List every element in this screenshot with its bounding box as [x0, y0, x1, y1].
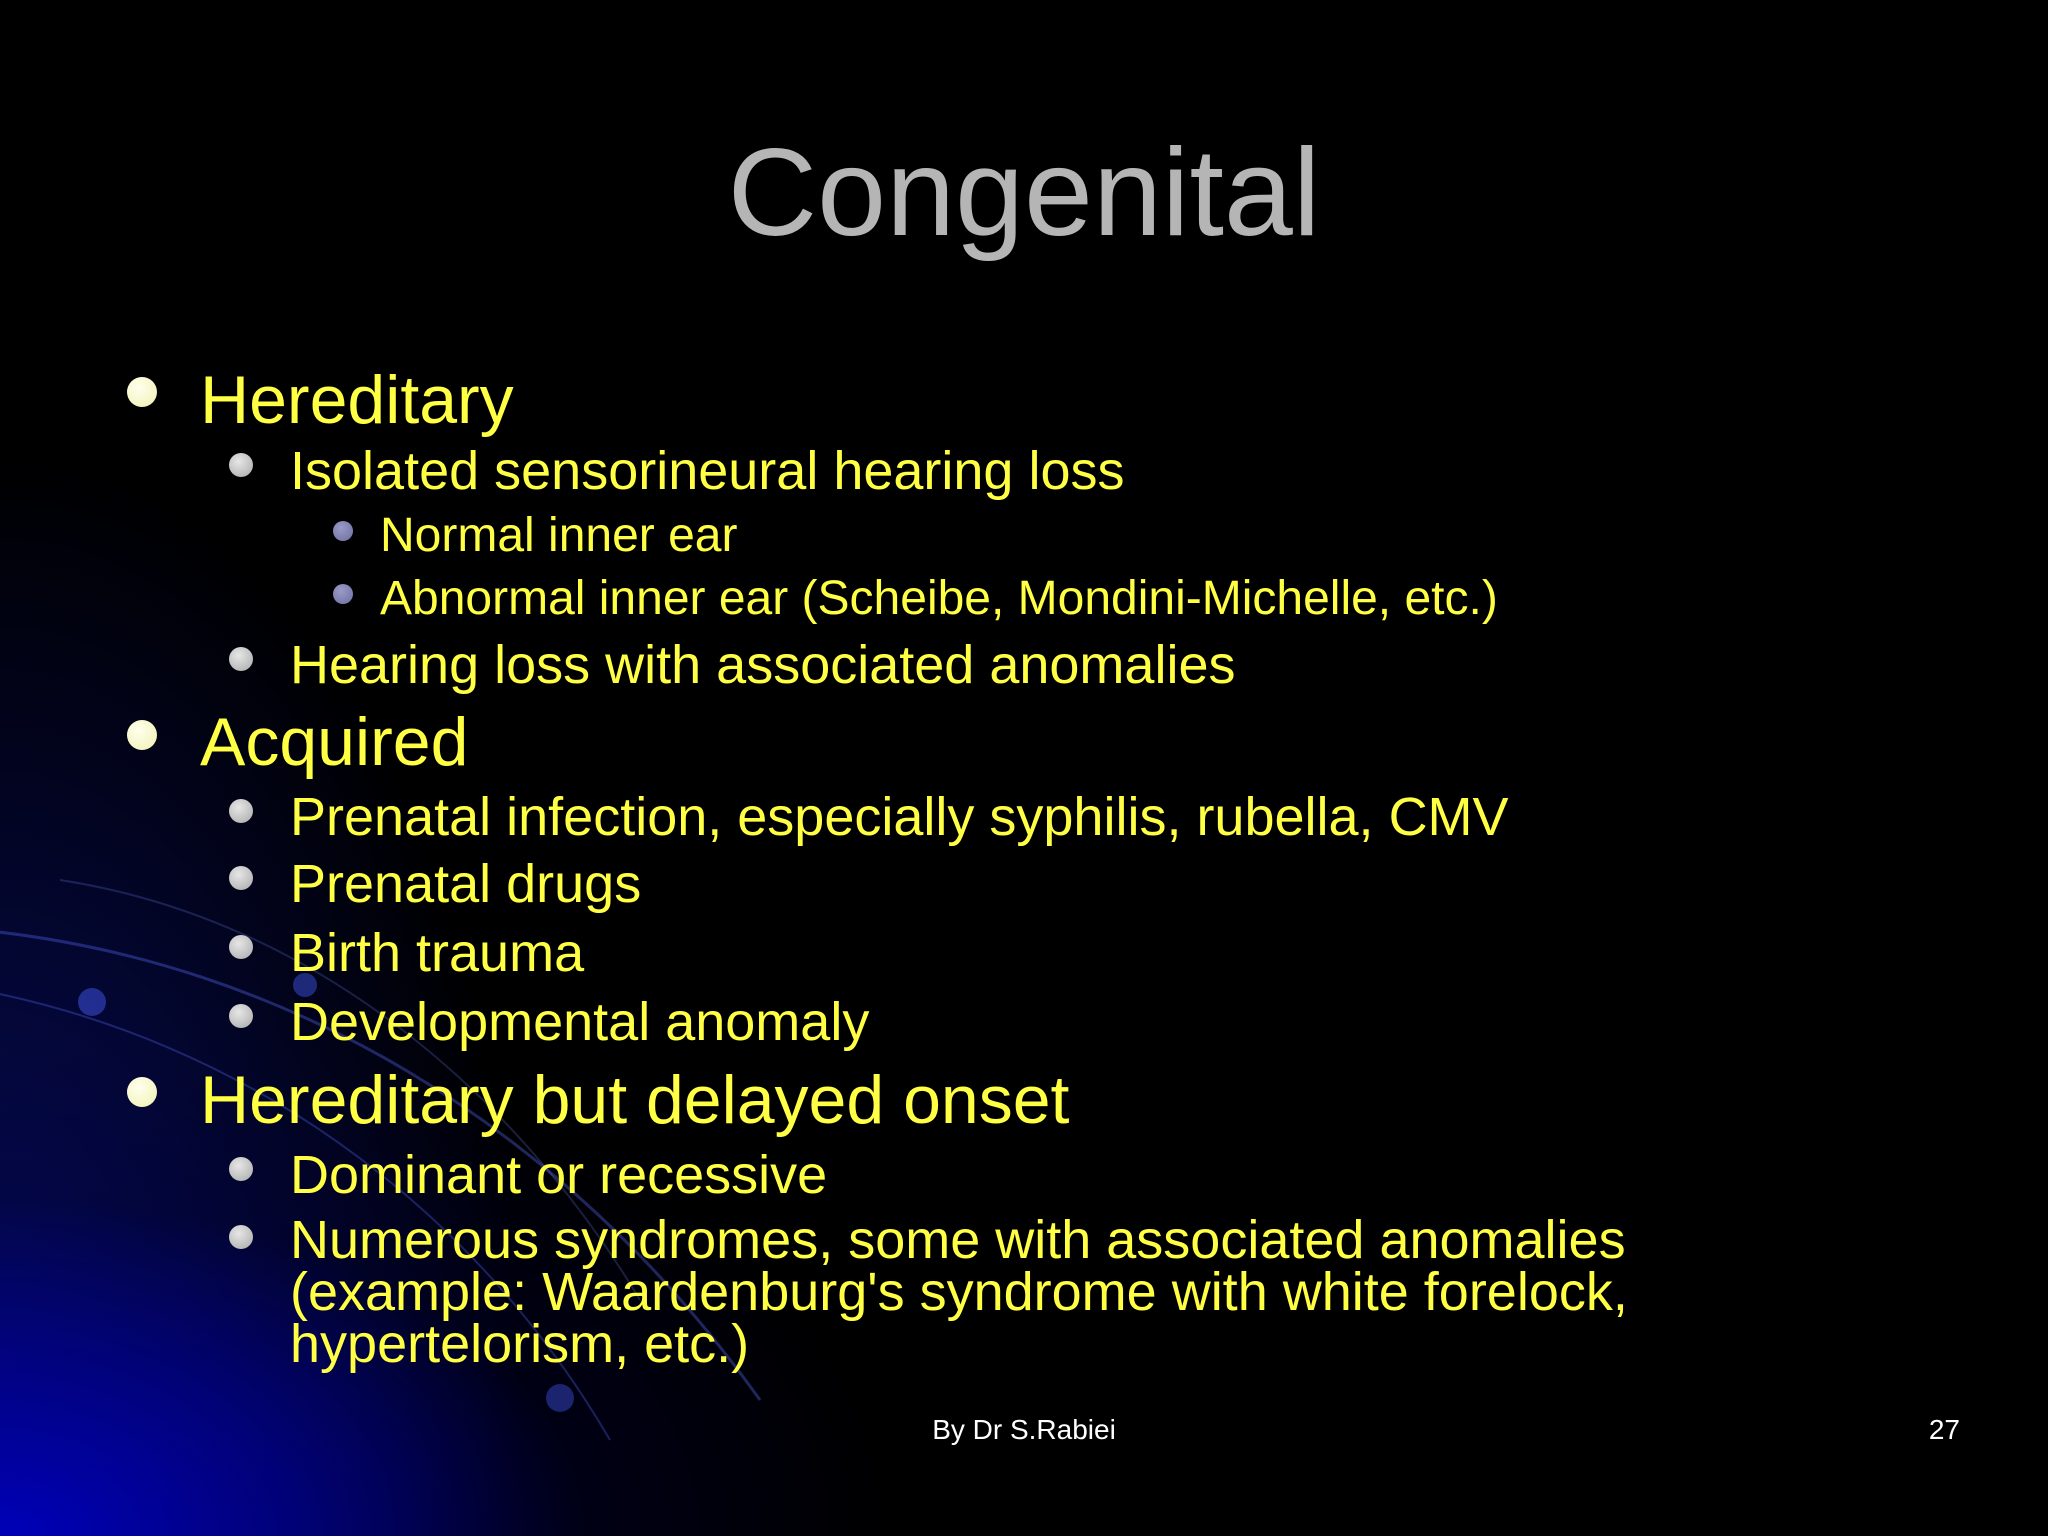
subbullet-associated-anomalies: Hearing loss with associated anomalies	[290, 635, 1236, 695]
bullet-dot-icon	[333, 521, 353, 541]
bullet-dot-icon	[333, 584, 353, 604]
subbullet-numerous-syndromes: Numerous syndromes, some with associated anomalies (example: Waardenburg's syndrome with white forelock, hypertelorism, etc.)	[290, 1210, 1628, 1374]
subbullet-dominant-recessive: Dominant or recessive	[290, 1145, 828, 1205]
bullet-dot-icon	[127, 1077, 157, 1107]
subbullet-prenatal-infection: Prenatal infection, especially syphilis, rubella, CMV	[290, 787, 1509, 847]
bullet-dot-icon	[229, 1157, 253, 1181]
subbullet-isolated-snhl: Isolated sensorineural hearing loss	[290, 441, 1125, 501]
bullet-dot-icon	[229, 799, 253, 823]
subbullet-birth-trauma: Birth trauma	[290, 923, 585, 983]
subsubbullet-abnormal-inner-ear: Abnormal inner ear (Scheibe, Mondini-Michelle, etc.)	[380, 572, 1498, 625]
bullet-dot-icon	[229, 1225, 253, 1249]
bullet-acquired: Acquired	[200, 704, 469, 780]
subbullet-prenatal-drugs: Prenatal drugs	[290, 854, 642, 914]
slide-page-number: 27	[1928, 1414, 1960, 1445]
bullet-dot-icon	[229, 453, 253, 477]
bullet-dot-icon	[229, 1004, 253, 1028]
subsubbullet-normal-inner-ear: Normal inner ear	[380, 509, 738, 562]
bullet-dot-icon	[229, 647, 253, 671]
slide-title: Congenital	[727, 124, 1321, 262]
bullet-dot-icon	[229, 866, 253, 890]
bullet-dot-icon	[229, 935, 253, 959]
footer-author: By Dr S.Rabiei	[932, 1414, 1116, 1445]
bullet-hereditary: Hereditary	[200, 362, 514, 438]
bullet-hereditary-delayed-onset: Hereditary but delayed onset	[200, 1062, 1070, 1138]
bullet-dot-icon	[127, 377, 157, 407]
bullet-dot-icon	[127, 720, 157, 750]
subbullet-developmental-anomaly: Developmental anomaly	[290, 992, 870, 1052]
